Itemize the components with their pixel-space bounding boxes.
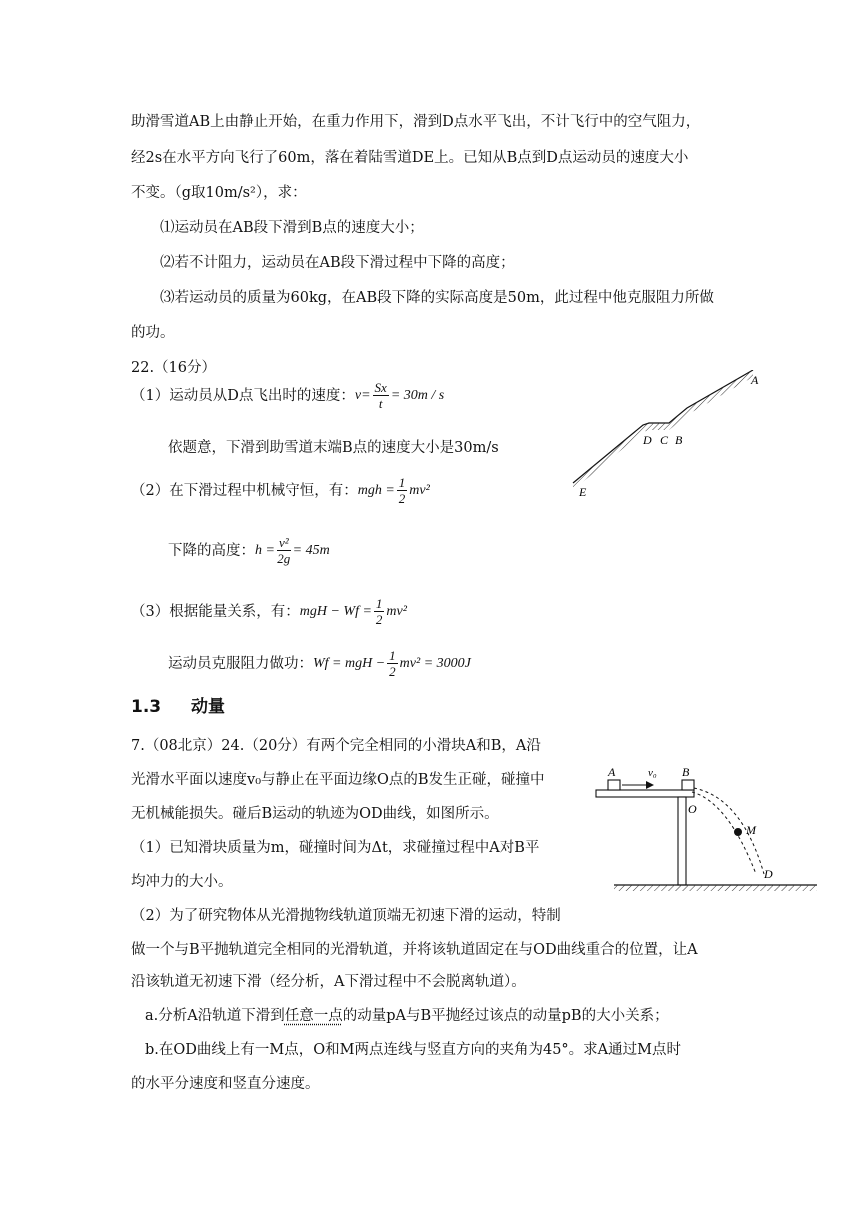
step-2-height-label: 下降的高度： — [168, 542, 255, 559]
step-3-lhs: mgH − Wf = — [299, 603, 372, 619]
step-3-w-fraction — [387, 648, 398, 679]
solution-step-1 — [131, 380, 444, 411]
step-3-numerator: 1 — [375, 596, 383, 611]
table-leg — [678, 797, 686, 885]
part-a-post: 的动量pA与B平抛经过该点的动量pB的大小关系； — [342, 1008, 669, 1024]
problem7-line-2: 光滑水平面以速度v₀与静止在平面边缘O点的B发生正碰，碰撞中 — [131, 772, 545, 788]
step-3-fraction — [374, 596, 385, 627]
label-o: O — [688, 802, 697, 816]
problem7-part2-cont2: 沿该轨道无初速下滑（经分析，A下滑过程中不会脱离轨道）。 — [131, 974, 526, 990]
problem-line-3: 不变。（g取10m/s²），求： — [131, 185, 307, 201]
ground-hatch — [614, 885, 817, 891]
problem7-part1: （1）已知滑块质量为m，碰撞时间为Δt，求碰撞过程中A对B平 — [131, 840, 540, 856]
step-2-h-rhs: = 45m — [292, 542, 330, 558]
step-1-lhs: v= — [354, 387, 371, 403]
solution-header: 22.（16分） — [131, 360, 217, 376]
part-a-emphasis: 任意一点 — [284, 1008, 343, 1024]
step-3-w-lhs: Wf = mgH − — [313, 655, 386, 671]
block-a — [608, 780, 620, 790]
question-2: ⑵若不计阻力，运动员在AB段下滑过程中下降的高度； — [160, 255, 515, 271]
solution-step-2 — [131, 475, 430, 506]
step-2-h-lhs: h = — [255, 542, 275, 558]
step-3-rhs: mv² — [386, 603, 407, 619]
problem7-part-a — [145, 1006, 669, 1026]
label-d: D — [764, 867, 773, 881]
question-3-cont: 的功。 — [131, 325, 175, 341]
problem7-part2-cont: 做一个与B平抛轨道完全相同的光滑轨道，并将该轨道固定在与OD曲线重合的位置，让A — [131, 942, 698, 958]
question-1: ⑴运动员在AB段下滑到B点的速度大小； — [160, 220, 424, 236]
ski-slope-figure — [565, 370, 765, 505]
step-2-h-fraction — [277, 535, 291, 566]
step-1-fraction — [373, 380, 389, 411]
step-3-w-numerator: 1 — [389, 648, 396, 663]
step-1-rhs: = 30m / s — [390, 387, 445, 403]
table-projectile-figure — [592, 762, 822, 894]
slope-label-d: D — [643, 433, 652, 447]
label-m: M — [746, 823, 756, 837]
slope-label-e: E — [579, 485, 587, 499]
step-3-label: （3）根据能量关系，有： — [131, 603, 300, 620]
step-2-h-denominator: 2g — [277, 551, 291, 566]
slope-label-a: A — [751, 373, 759, 387]
point-m — [734, 828, 742, 836]
problem7-part-b-cont: 的水平分速度和竖直分速度。 — [131, 1076, 320, 1092]
step-3-work-label: 运动员克服阻力做功： — [168, 655, 313, 672]
problem7-line-3: 无机械能损失。碰后B运动的轨迹为OD曲线，如图所示。 — [131, 806, 499, 822]
step-1-label: （1）运动员从D点飞出时的速度： — [131, 387, 355, 404]
part-a-pre: a.分析A沿轨道下滑到 — [145, 1008, 285, 1024]
step-1-numerator: Sx — [374, 380, 387, 395]
step-2-label: （2）在下滑过程中机械守恒，有： — [131, 482, 358, 499]
problem7-part2: （2）为了研究物体从光滑抛物线轨道顶端无初速下滑的运动，特制 — [131, 908, 561, 924]
section-number: 1.3 — [131, 697, 162, 717]
slope-label-b: B — [675, 433, 683, 447]
step-3-denominator: 2 — [375, 612, 383, 627]
label-v0: v₀ — [648, 767, 657, 779]
problem7-line-1: 7.（08北京）24.（20分）有两个完全相同的小滑块A和B，A沿 — [131, 738, 541, 754]
solution-step-3-work — [168, 648, 471, 679]
slope-label-c: C — [660, 433, 669, 447]
section-title: 动量 — [190, 697, 225, 717]
step-2-denominator: 2 — [398, 491, 406, 506]
step-2-lhs: mgh = — [357, 482, 395, 498]
step-2-numerator: 1 — [398, 475, 406, 490]
problem7-part-b: b.在OD曲线上有一M点，O和M两点连线与竖直方向的夹角为45°。求A通过M点时 — [145, 1042, 682, 1058]
label-b: B — [682, 765, 690, 779]
problem7-part1-cont: 均冲力的大小。 — [131, 874, 233, 890]
block-b — [682, 780, 694, 790]
step-2-h-numerator: v² — [278, 535, 289, 550]
step-3-w-denominator: 2 — [389, 664, 396, 679]
question-3: ⑶若运动员的质量为60kg，在AB段下降的实际高度是50m，此过程中他克服阻力所做 — [160, 290, 714, 306]
solution-step-3 — [131, 596, 407, 627]
problem-line-2: 经2s在水平方向飞行了60m，落在着陆雪道DE上。已知从B点到D点运动员的速度大小 — [131, 150, 689, 166]
step-2-fraction — [397, 475, 408, 506]
step-1-note: 依题意，下滑到助雪道末端B点的速度大小是30m/s — [168, 440, 499, 456]
problem-line-1: 助滑雪道AB上由静止开始，在重力作用下，滑到D点水平飞出，不计飞行中的空气阻力， — [131, 114, 701, 130]
step-3-w-rhs: mv² = 3000J — [399, 655, 471, 671]
step-2-rhs: mv² — [409, 482, 430, 498]
section-heading — [131, 692, 225, 717]
slope-hatch — [573, 370, 753, 490]
solution-step-2-height — [168, 535, 330, 566]
tabletop — [596, 790, 694, 797]
arrow-head — [646, 781, 654, 789]
label-a: A — [608, 765, 616, 779]
step-1-denominator: t — [378, 396, 383, 411]
